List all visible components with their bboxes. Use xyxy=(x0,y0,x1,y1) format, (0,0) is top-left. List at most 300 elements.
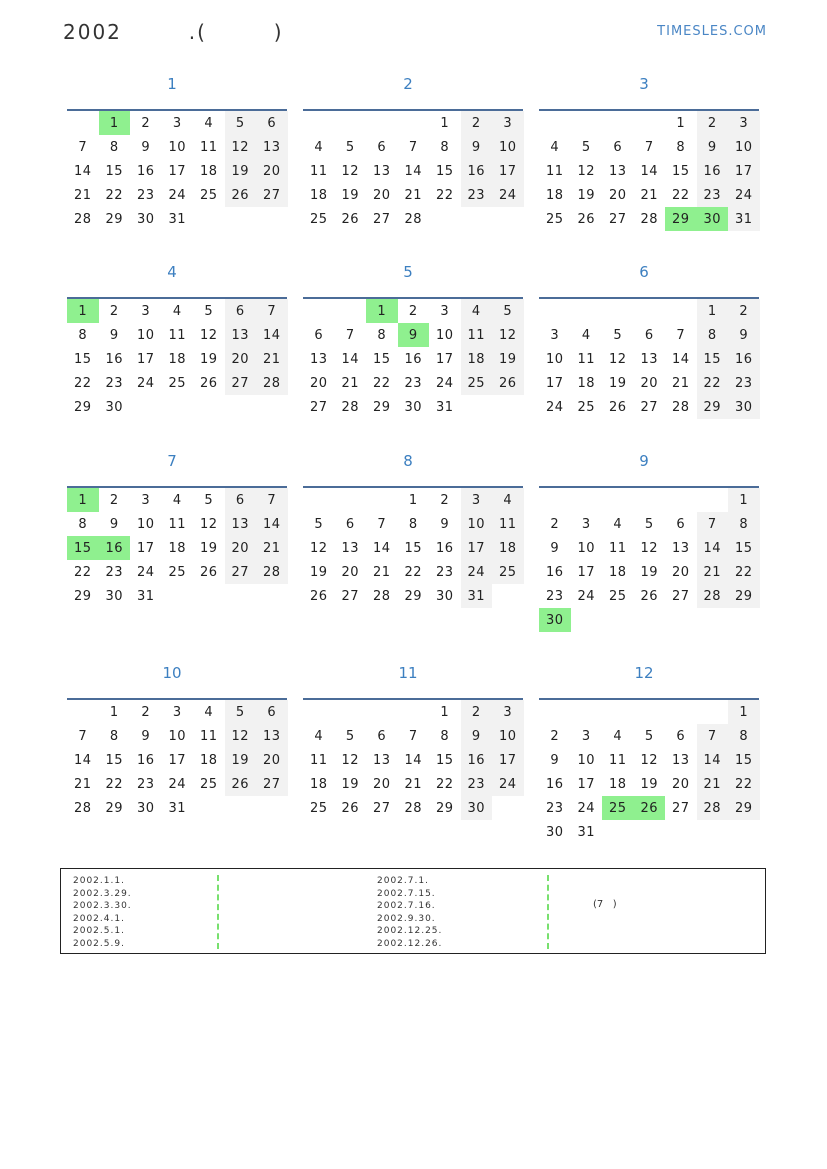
day-cell: 3 xyxy=(141,492,151,508)
day-cell: 27 xyxy=(372,800,391,816)
empty-cell xyxy=(335,488,367,512)
month-grid xyxy=(303,488,525,608)
day-cell: 13 xyxy=(341,540,360,556)
day-cell: 25 xyxy=(577,399,596,415)
day-cell: 9 xyxy=(141,728,151,744)
empty-cell xyxy=(728,820,760,844)
day-cell: 8 xyxy=(408,516,418,532)
day-cell: 7 xyxy=(377,516,387,532)
day-cell: 20 xyxy=(225,347,257,371)
day-cell: 21 xyxy=(256,347,288,371)
day-cell: 27 xyxy=(225,371,257,395)
holiday-day-cell: 1 xyxy=(99,111,131,135)
month-title: 4 xyxy=(167,263,177,281)
day-cell: 24 xyxy=(168,187,187,203)
day-cell: 15 xyxy=(435,163,454,179)
empty-cell xyxy=(461,207,493,231)
day-cell: 1 xyxy=(676,115,686,131)
day-cell: 10 xyxy=(435,327,454,343)
day-cell: 17 xyxy=(577,776,596,792)
empty-cell xyxy=(634,299,666,323)
day-cell: 29 xyxy=(728,796,760,820)
day-cell: 29 xyxy=(404,588,423,604)
day-cell: 10 xyxy=(168,139,187,155)
day-cell: 10 xyxy=(136,327,155,343)
day-cell: 4 xyxy=(204,115,214,131)
empty-cell xyxy=(162,395,194,419)
month-title: 12 xyxy=(634,664,654,682)
day-cell: 30 xyxy=(404,399,423,415)
divider-line xyxy=(217,875,219,949)
empty-cell xyxy=(256,796,288,820)
empty-cell xyxy=(398,111,430,135)
holiday-day-cell: 29 xyxy=(665,207,697,231)
month-title: 5 xyxy=(403,263,413,281)
day-cell: 19 xyxy=(640,776,659,792)
month-title: 1 xyxy=(167,75,177,93)
holiday-date: 2002.12.25. xyxy=(377,926,443,937)
day-cell: 17 xyxy=(577,564,596,580)
day-cell: 7 xyxy=(408,728,418,744)
empty-cell xyxy=(571,111,603,135)
day-cell: 26 xyxy=(199,375,218,391)
day-cell: 12 xyxy=(492,323,524,347)
month-grid xyxy=(67,299,289,419)
day-cell: 21 xyxy=(372,564,391,580)
day-cell: 13 xyxy=(372,163,391,179)
day-cell: 23 xyxy=(728,371,760,395)
day-cell: 16 xyxy=(461,748,493,772)
day-cell: 18 xyxy=(309,187,328,203)
day-cell: 15 xyxy=(105,163,124,179)
day-cell: 22 xyxy=(728,772,760,796)
day-cell: 23 xyxy=(461,183,493,207)
day-cell: 14 xyxy=(697,536,729,560)
holiday-date: 2002.4.1. xyxy=(73,913,125,924)
day-cell: 14 xyxy=(404,752,423,768)
day-cell: 7 xyxy=(345,327,355,343)
day-cell: 20 xyxy=(256,748,288,772)
holiday-day-cell: 9 xyxy=(398,323,430,347)
holiday-date: 2002.5.1. xyxy=(73,926,125,937)
day-cell: 3 xyxy=(581,728,591,744)
day-cell: 17 xyxy=(168,163,187,179)
day-cell: 23 xyxy=(404,375,423,391)
day-cell: 3 xyxy=(492,700,524,724)
day-cell: 13 xyxy=(671,540,690,556)
day-cell: 28 xyxy=(640,211,659,227)
day-cell: 21 xyxy=(256,536,288,560)
empty-cell xyxy=(225,584,257,608)
day-cell: 24 xyxy=(136,375,155,391)
day-cell: 3 xyxy=(461,488,493,512)
day-cell: 20 xyxy=(372,776,391,792)
day-cell: 4 xyxy=(613,728,623,744)
empty-cell xyxy=(193,395,225,419)
day-cell: 11 xyxy=(492,512,524,536)
day-cell: 22 xyxy=(105,776,124,792)
day-cell: 22 xyxy=(697,371,729,395)
day-cell: 13 xyxy=(256,724,288,748)
day-cell: 12 xyxy=(225,135,257,159)
day-cell: 20 xyxy=(671,776,690,792)
holiday-date: 2002.7.15. xyxy=(377,888,436,899)
empty-cell xyxy=(335,111,367,135)
day-cell: 21 xyxy=(404,187,423,203)
day-cell: 3 xyxy=(172,115,182,131)
day-cell: 25 xyxy=(199,187,218,203)
empty-cell xyxy=(366,111,398,135)
day-cell: 17 xyxy=(545,375,564,391)
day-cell: 25 xyxy=(545,211,564,227)
day-cell: 6 xyxy=(377,139,387,155)
day-cell: 2 xyxy=(461,700,493,724)
day-cell: 9 xyxy=(697,135,729,159)
day-cell: 23 xyxy=(105,375,124,391)
day-cell: 9 xyxy=(550,752,560,768)
day-cell: 20 xyxy=(640,375,659,391)
holiday-list-right xyxy=(377,875,442,951)
day-cell: 9 xyxy=(141,139,151,155)
empty-cell xyxy=(256,584,288,608)
day-cell: 28 xyxy=(671,399,690,415)
month-grid xyxy=(539,488,761,632)
day-cell: 4 xyxy=(613,516,623,532)
day-cell: 27 xyxy=(608,211,627,227)
day-cell: 11 xyxy=(608,752,627,768)
day-cell: 21 xyxy=(404,776,423,792)
empty-cell xyxy=(539,299,571,323)
day-cell: 18 xyxy=(608,564,627,580)
day-cell: 8 xyxy=(440,728,450,744)
day-cell: 21 xyxy=(73,776,92,792)
day-cell: 20 xyxy=(309,375,328,391)
day-cell: 2 xyxy=(550,728,560,744)
day-cell: 19 xyxy=(309,564,328,580)
holiday-date: 2002.12.26. xyxy=(377,938,443,949)
holiday-day-cell: 16 xyxy=(99,536,131,560)
day-cell: 14 xyxy=(372,540,391,556)
day-cell: 1 xyxy=(728,488,760,512)
empty-cell xyxy=(602,700,634,724)
month-grid xyxy=(67,111,289,231)
day-cell: 22 xyxy=(435,187,454,203)
day-cell: 18 xyxy=(577,375,596,391)
day-cell: 11 xyxy=(309,752,328,768)
day-cell: 25 xyxy=(199,776,218,792)
day-cell: 12 xyxy=(199,516,218,532)
empty-cell xyxy=(571,299,603,323)
empty-cell xyxy=(398,700,430,724)
day-cell: 23 xyxy=(461,772,493,796)
day-cell: 24 xyxy=(545,399,564,415)
day-cell: 9 xyxy=(728,323,760,347)
day-cell: 9 xyxy=(550,540,560,556)
day-cell: 28 xyxy=(404,211,423,227)
day-cell: 7 xyxy=(78,728,88,744)
holiday-day-cell: 30 xyxy=(697,207,729,231)
day-cell: 5 xyxy=(204,303,214,319)
day-cell: 5 xyxy=(613,327,623,343)
day-cell: 12 xyxy=(640,540,659,556)
day-cell: 19 xyxy=(608,375,627,391)
day-cell: 6 xyxy=(256,700,288,724)
day-cell: 4 xyxy=(461,299,493,323)
day-cell: 19 xyxy=(341,187,360,203)
day-cell: 2 xyxy=(408,303,418,319)
day-cell: 8 xyxy=(728,512,760,536)
empty-cell xyxy=(697,488,729,512)
day-cell: 18 xyxy=(168,540,187,556)
empty-cell xyxy=(130,395,162,419)
day-cell: 16 xyxy=(105,351,124,367)
day-cell: 18 xyxy=(461,347,493,371)
day-cell: 11 xyxy=(545,163,564,179)
day-cell: 3 xyxy=(550,327,560,343)
month-grid xyxy=(539,111,761,231)
day-cell: 18 xyxy=(545,187,564,203)
day-cell: 29 xyxy=(697,395,729,419)
day-cell: 26 xyxy=(199,564,218,580)
day-cell: 27 xyxy=(372,211,391,227)
day-cell: 26 xyxy=(492,371,524,395)
day-cell: 24 xyxy=(577,588,596,604)
day-cell: 29 xyxy=(105,800,124,816)
day-cell: 31 xyxy=(168,211,187,227)
day-cell: 12 xyxy=(608,351,627,367)
day-cell: 21 xyxy=(341,375,360,391)
holiday-note-extra: (7 ) xyxy=(593,899,617,910)
day-cell: 7 xyxy=(676,327,686,343)
day-cell: 26 xyxy=(341,211,360,227)
day-cell: 5 xyxy=(492,299,524,323)
day-cell: 4 xyxy=(581,327,591,343)
empty-cell xyxy=(665,299,697,323)
day-cell: 18 xyxy=(492,536,524,560)
empty-cell xyxy=(602,111,634,135)
day-cell: 24 xyxy=(136,564,155,580)
empty-cell xyxy=(602,299,634,323)
empty-cell xyxy=(697,700,729,724)
day-cell: 2 xyxy=(728,299,760,323)
day-cell: 24 xyxy=(435,375,454,391)
day-cell: 28 xyxy=(404,800,423,816)
day-cell: 4 xyxy=(550,139,560,155)
day-cell: 19 xyxy=(341,776,360,792)
day-cell: 23 xyxy=(435,564,454,580)
day-cell: 28 xyxy=(341,399,360,415)
day-cell: 3 xyxy=(172,704,182,720)
day-cell: 30 xyxy=(105,588,124,604)
day-cell: 17 xyxy=(168,752,187,768)
day-cell: 20 xyxy=(608,187,627,203)
holiday-date: 2002.1.1. xyxy=(73,876,125,886)
day-cell: 10 xyxy=(577,752,596,768)
day-cell: 21 xyxy=(697,772,729,796)
day-cell: 15 xyxy=(404,540,423,556)
page-title: 2002 .( ) xyxy=(63,20,284,44)
day-cell: 2 xyxy=(109,492,119,508)
holiday-day-cell: 26 xyxy=(634,796,666,820)
empty-cell xyxy=(697,608,729,632)
day-cell: 23 xyxy=(545,588,564,604)
day-cell: 7 xyxy=(256,488,288,512)
day-cell: 7 xyxy=(408,139,418,155)
day-cell: 18 xyxy=(309,776,328,792)
day-cell: 8 xyxy=(109,728,119,744)
day-cell: 16 xyxy=(136,752,155,768)
day-cell: 8 xyxy=(440,139,450,155)
day-cell: 26 xyxy=(225,772,257,796)
empty-cell xyxy=(571,700,603,724)
day-cell: 9 xyxy=(461,135,493,159)
empty-cell xyxy=(634,700,666,724)
empty-cell xyxy=(665,608,697,632)
day-cell: 4 xyxy=(492,488,524,512)
day-cell: 2 xyxy=(109,303,119,319)
holiday-day-cell: 15 xyxy=(67,536,99,560)
divider-line xyxy=(547,875,549,949)
day-cell: 20 xyxy=(256,159,288,183)
day-cell: 19 xyxy=(640,564,659,580)
day-cell: 6 xyxy=(314,327,324,343)
day-cell: 28 xyxy=(73,800,92,816)
day-cell: 26 xyxy=(608,399,627,415)
empty-cell xyxy=(225,207,257,231)
empty-cell xyxy=(225,395,257,419)
day-cell: 12 xyxy=(577,163,596,179)
day-cell: 16 xyxy=(461,159,493,183)
day-cell: 14 xyxy=(73,752,92,768)
empty-cell xyxy=(67,700,99,724)
holiday-date: 2002.7.16. xyxy=(377,901,436,912)
day-cell: 5 xyxy=(345,728,355,744)
day-cell: 16 xyxy=(136,163,155,179)
day-cell: 23 xyxy=(105,564,124,580)
day-cell: 22 xyxy=(404,564,423,580)
day-cell: 23 xyxy=(697,183,729,207)
day-cell: 30 xyxy=(545,824,564,840)
day-cell: 5 xyxy=(225,111,257,135)
month-grid xyxy=(303,111,525,231)
day-cell: 14 xyxy=(256,323,288,347)
day-cell: 20 xyxy=(372,187,391,203)
day-cell: 5 xyxy=(204,492,214,508)
day-cell: 18 xyxy=(168,351,187,367)
day-cell: 17 xyxy=(492,159,524,183)
day-cell: 22 xyxy=(435,776,454,792)
day-cell: 21 xyxy=(671,375,690,391)
day-cell: 25 xyxy=(309,800,328,816)
day-cell: 4 xyxy=(314,139,324,155)
day-cell: 1 xyxy=(408,492,418,508)
day-cell: 16 xyxy=(697,159,729,183)
day-cell: 27 xyxy=(671,800,690,816)
empty-cell xyxy=(256,207,288,231)
day-cell: 17 xyxy=(136,540,155,556)
day-cell: 30 xyxy=(136,800,155,816)
day-cell: 15 xyxy=(697,347,729,371)
day-cell: 31 xyxy=(435,399,454,415)
day-cell: 14 xyxy=(73,163,92,179)
day-cell: 22 xyxy=(73,375,92,391)
empty-cell xyxy=(571,488,603,512)
holiday-date: 2002.3.30. xyxy=(73,901,132,912)
day-cell: 10 xyxy=(136,516,155,532)
day-cell: 21 xyxy=(697,560,729,584)
day-cell: 9 xyxy=(461,724,493,748)
day-cell: 3 xyxy=(141,303,151,319)
day-cell: 14 xyxy=(341,351,360,367)
day-cell: 27 xyxy=(341,588,360,604)
day-cell: 23 xyxy=(545,800,564,816)
day-cell: 30 xyxy=(435,588,454,604)
day-cell: 5 xyxy=(581,139,591,155)
day-cell: 15 xyxy=(671,163,690,179)
month-grid xyxy=(539,299,761,419)
day-cell: 28 xyxy=(697,584,729,608)
day-cell: 4 xyxy=(314,728,324,744)
day-cell: 9 xyxy=(109,327,119,343)
day-cell: 14 xyxy=(256,512,288,536)
day-cell: 24 xyxy=(492,772,524,796)
empty-cell xyxy=(303,700,335,724)
day-cell: 30 xyxy=(136,211,155,227)
day-cell: 14 xyxy=(671,351,690,367)
day-cell: 29 xyxy=(435,800,454,816)
empty-cell xyxy=(571,608,603,632)
day-cell: 24 xyxy=(168,776,187,792)
holiday-day-cell: 1 xyxy=(67,299,99,323)
empty-cell xyxy=(492,584,524,608)
day-cell: 25 xyxy=(492,560,524,584)
day-cell: 13 xyxy=(608,163,627,179)
day-cell: 2 xyxy=(461,111,493,135)
day-cell: 23 xyxy=(136,187,155,203)
empty-cell xyxy=(602,608,634,632)
day-cell: 16 xyxy=(435,540,454,556)
day-cell: 14 xyxy=(640,163,659,179)
day-cell: 27 xyxy=(225,560,257,584)
day-cell: 18 xyxy=(199,752,218,768)
holiday-notes-box xyxy=(60,868,766,954)
empty-cell xyxy=(303,299,335,323)
day-cell: 10 xyxy=(577,540,596,556)
day-cell: 3 xyxy=(492,111,524,135)
day-cell: 9 xyxy=(440,516,450,532)
day-cell: 5 xyxy=(644,516,654,532)
day-cell: 26 xyxy=(577,211,596,227)
day-cell: 19 xyxy=(225,159,257,183)
day-cell: 9 xyxy=(109,516,119,532)
day-cell: 7 xyxy=(644,139,654,155)
day-cell: 12 xyxy=(341,163,360,179)
month-title: 11 xyxy=(398,664,418,682)
brand-logo-text[interactable]: TIMESLES.COM xyxy=(657,24,767,39)
day-cell: 30 xyxy=(461,796,493,820)
day-cell: 8 xyxy=(697,323,729,347)
day-cell: 4 xyxy=(172,492,182,508)
day-cell: 10 xyxy=(492,135,524,159)
day-cell: 11 xyxy=(199,728,218,744)
day-cell: 8 xyxy=(78,516,88,532)
day-cell: 25 xyxy=(461,371,493,395)
day-cell: 1 xyxy=(440,115,450,131)
empty-cell xyxy=(539,111,571,135)
day-cell: 5 xyxy=(225,700,257,724)
day-cell: 10 xyxy=(728,135,760,159)
month-grid xyxy=(303,299,525,419)
